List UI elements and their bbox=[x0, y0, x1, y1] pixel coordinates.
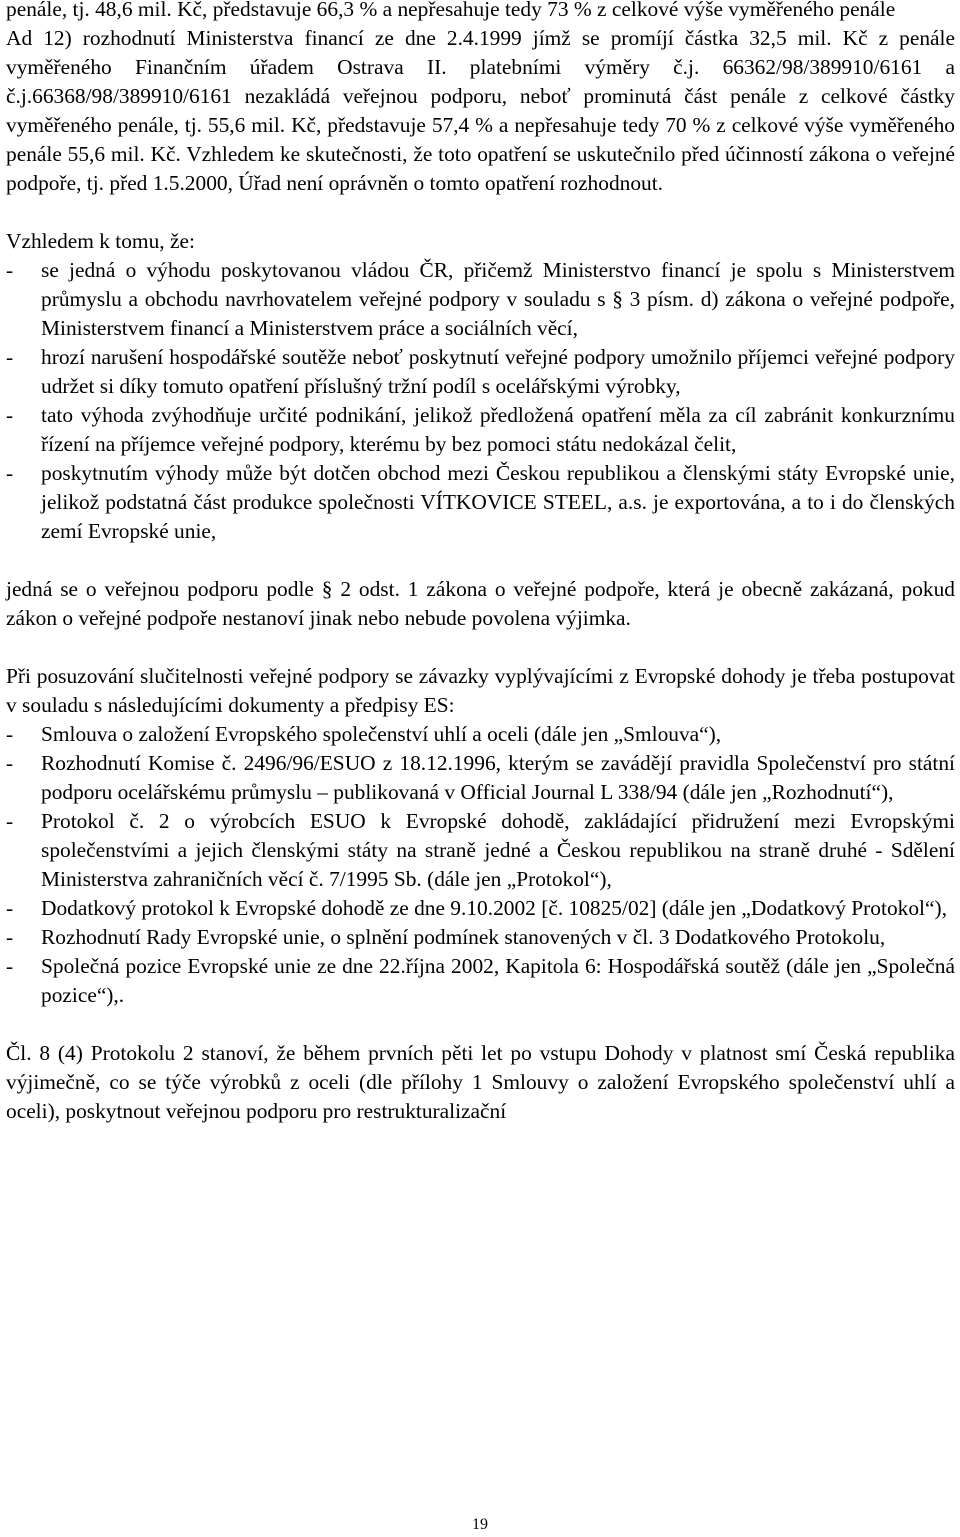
list-item bbox=[6, 952, 955, 1010]
list-item bbox=[6, 720, 955, 749]
cl8-paragraph: Čl. 8 (4) Protokolu 2 stanoví, že během prvních pěti let po vstupu Dohody v platnost smí Česká republika výjimečně, co se týče výrobků z oceli (dle přílohy 1 Smlouvy o založení Evropského společenství uhlí a oceli), poskytnout veřejnou podporu pro restrukturalizační bbox=[6, 1041, 955, 1123]
list-dash: - bbox=[6, 751, 14, 775]
list-item-text: Protokol č. 2 o výrobcích ESUO k Evropské dohodě, zakládající přidružení mezi Evropskými společenstvími a jejich členskými státy na straně jedné a Českou republikou na straně druhé - Sdělení Ministerstva zahraničních věcí č. 7/1995 Sb. (dále jen „Protokol“), bbox=[41, 809, 955, 891]
page-number: 19 bbox=[472, 1516, 488, 1533]
list-dash: - bbox=[6, 722, 14, 746]
list-item bbox=[6, 749, 955, 807]
list-item bbox=[6, 894, 955, 923]
list-item bbox=[6, 459, 955, 546]
list-item bbox=[6, 401, 955, 459]
list-item-text: poskytnutím výhody může být dotčen obchod mezi Českou republikou a členskými státy Evropské unie, jelikož podstatná část produkce společnosti VÍTKOVICE STEEL, a.s. je exportována, a to i do členských zemí Evropské unie, bbox=[41, 461, 955, 543]
documents-list bbox=[6, 720, 955, 1010]
list-item bbox=[6, 343, 955, 401]
list-dash: - bbox=[6, 954, 14, 978]
list-dash: - bbox=[6, 896, 14, 920]
ad12-paragraph: Ad 12) rozhodnutí Ministerstva financí ze dne 2.4.1999 jímž se promíjí částka 32,5 mil. Kč z penále vyměřeného Finančním úřadem Ostrava II. platebními výměry č.j. 66362/98/389910/6161 a č.j.66368/98/389910/6161 nezakládá veřejnou podporu, neboť prominutá část penále z celkové částky vyměřeného penále, tj. 55,6 mil. Kč, představuje 57,4 % a nepřesahuje tedy 70 % z celkové výše vyměřeného penále 55,6 mil. Kč. Vzhledem ke skutečnosti, že toto opatření se uskutečnilo před účinností zákona o veřejné podpoře, tj. před 1.5.2000, Úřad není oprávněn o tomto opatření rozhodnout. bbox=[6, 26, 955, 195]
list-item-text: tato výhoda zvýhodňuje určité podnikání, jelikož předložená opatření měla za cíl zabránit konkurznímu řízení na příjemce veřejné podpory, kterému by bez pomoci státu nedokázal čelit, bbox=[41, 403, 955, 456]
list-item-text: Smlouva o založení Evropského společenství uhlí a oceli (dále jen „Smlouva“), bbox=[41, 722, 722, 746]
list-dash: - bbox=[6, 345, 14, 369]
document-page bbox=[6, 0, 955, 1126]
list-item-text: Společná pozice Evropské unie ze dne 22.října 2002, Kapitola 6: Hospodářská soutěž (dále jen „Společná pozice“),. bbox=[41, 954, 955, 1007]
list-item-text: Rozhodnutí Komise č. 2496/96/ESUO z 18.12.1996, kterým se zavádějí pravidla Společenství pro státní podporu ocelářskému průmyslu – publikovaná v Official Journal L 338/94 (dále jen „Rozhodnutí“), bbox=[41, 751, 955, 804]
vzhledem-list bbox=[6, 256, 955, 546]
list-dash: - bbox=[6, 461, 14, 485]
list-item-text: Rozhodnutí Rady Evropské unie, o splnění podmínek stanovených v čl. 3 Dodatkového Protokolu, bbox=[41, 925, 886, 949]
list-item-text: hrozí narušení hospodářské soutěže neboť poskytnutí veřejné podpory umožnilo příjemci veřejné podpory udržet si díky tomuto opatření příslušný tržní podíl s ocelářskými výrobky, bbox=[41, 345, 955, 398]
list-dash: - bbox=[6, 809, 14, 833]
list-item-text: Dodatkový protokol k Evropské dohodě ze dne 9.10.2002 [č. 10825/02] (dále jen „Dodatkový Protokol“), bbox=[41, 896, 947, 920]
list-item bbox=[6, 256, 955, 343]
posuzovani-paragraph: Při posuzování slučitelnosti veřejné podpory se závazky vyplývajícími z Evropské dohody je třeba postupovat v souladu s následujícími dokumenty a předpisy ES: bbox=[6, 664, 955, 717]
conclusion-paragraph: jedná se o veřejnou podporu podle § 2 odst. 1 zákona o veřejné podpoře, která je obecně zakázaná, pokud zákon o veřejné podpoře nestanoví jinak nebo nebude povolena výjimka. bbox=[6, 577, 955, 630]
vzhledem-intro: Vzhledem k tomu, že: bbox=[6, 229, 195, 253]
list-dash: - bbox=[6, 403, 14, 427]
list-dash: - bbox=[6, 925, 14, 949]
intro-paragraph: penále, tj. 48,6 mil. Kč, představuje 66,3 % a nepřesahuje tedy 73 % z celkové výše vyměřeného penále bbox=[6, 0, 896, 21]
list-item bbox=[6, 923, 955, 952]
list-dash: - bbox=[6, 258, 14, 282]
list-item bbox=[6, 807, 955, 894]
list-item-text: se jedná o výhodu poskytovanou vládou ČR, přičemž Ministerstvo financí je spolu s Ministerstvem průmyslu a obchodu navrhovatelem veřejné podpory v souladu s § 3 písm. d) zákona o veřejné podpoře, Ministerstvem financí a Ministerstvem práce a sociálních věcí, bbox=[41, 258, 955, 340]
